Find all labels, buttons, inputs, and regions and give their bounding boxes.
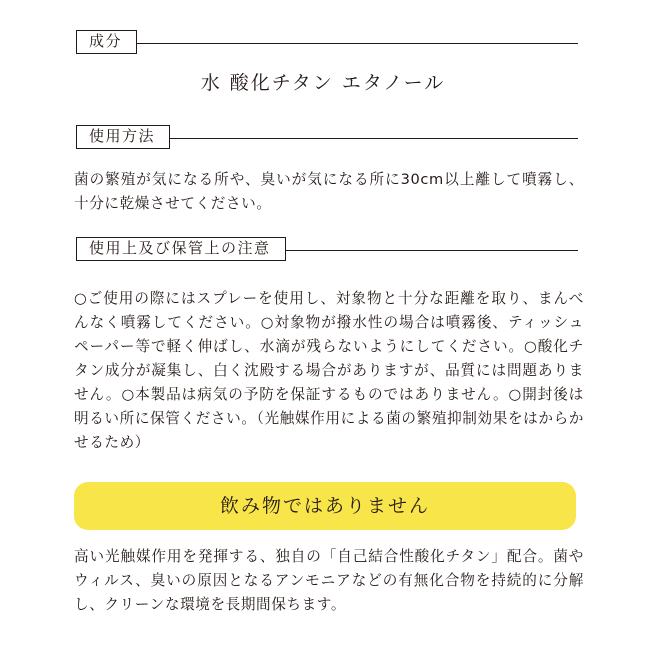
product-description: 高い光触媒作用を発揮する、独自の「自己結合性酸化チタン」配合。菌やウィルス、臭いの原因となるアンモニアなどの有無化合物を持続的に分解し、クリーンな環境を長期間保ちます。 bbox=[74, 548, 584, 613]
ingredients-list: 水 酸化チタン エタノール bbox=[200, 72, 446, 94]
cautions-text: ○ご使用の際にはスプレーを使用し、対象物と十分な距離を取り、まんべんなく噴霧してください。○対象物が撥水性の場合は噴霧後、ティッシュペーパー等で軽く伸ばし、水滴が残らないようにしてください。○酸化チタン成分が凝集し、白く沈殿する場合がありますが、品質には問題ありません。○本製品は病気の予防を保証するものではありません。○開封後は明るい所に保管ください。（光触媒作用による菌の繁殖抑制効果をはからかせるため） bbox=[74, 290, 584, 451]
cautions-section-header bbox=[76, 237, 578, 263]
ingredients-heading: 成分 bbox=[76, 30, 137, 54]
ingredients-header-rule bbox=[76, 43, 578, 44]
usage-heading: 使用方法 bbox=[76, 125, 170, 149]
usage-section-header bbox=[76, 125, 578, 151]
not-a-beverage-notice: 飲み物ではありません bbox=[74, 482, 576, 530]
usage-instructions: 菌の繁殖が気になる所や、臭いが気になる所に30cm以上離して噴霧し、十分に乾燥させてください。 bbox=[74, 171, 584, 212]
cautions-heading: 使用上及び保管上の注意 bbox=[76, 237, 286, 261]
ingredients-section-header bbox=[76, 30, 578, 56]
